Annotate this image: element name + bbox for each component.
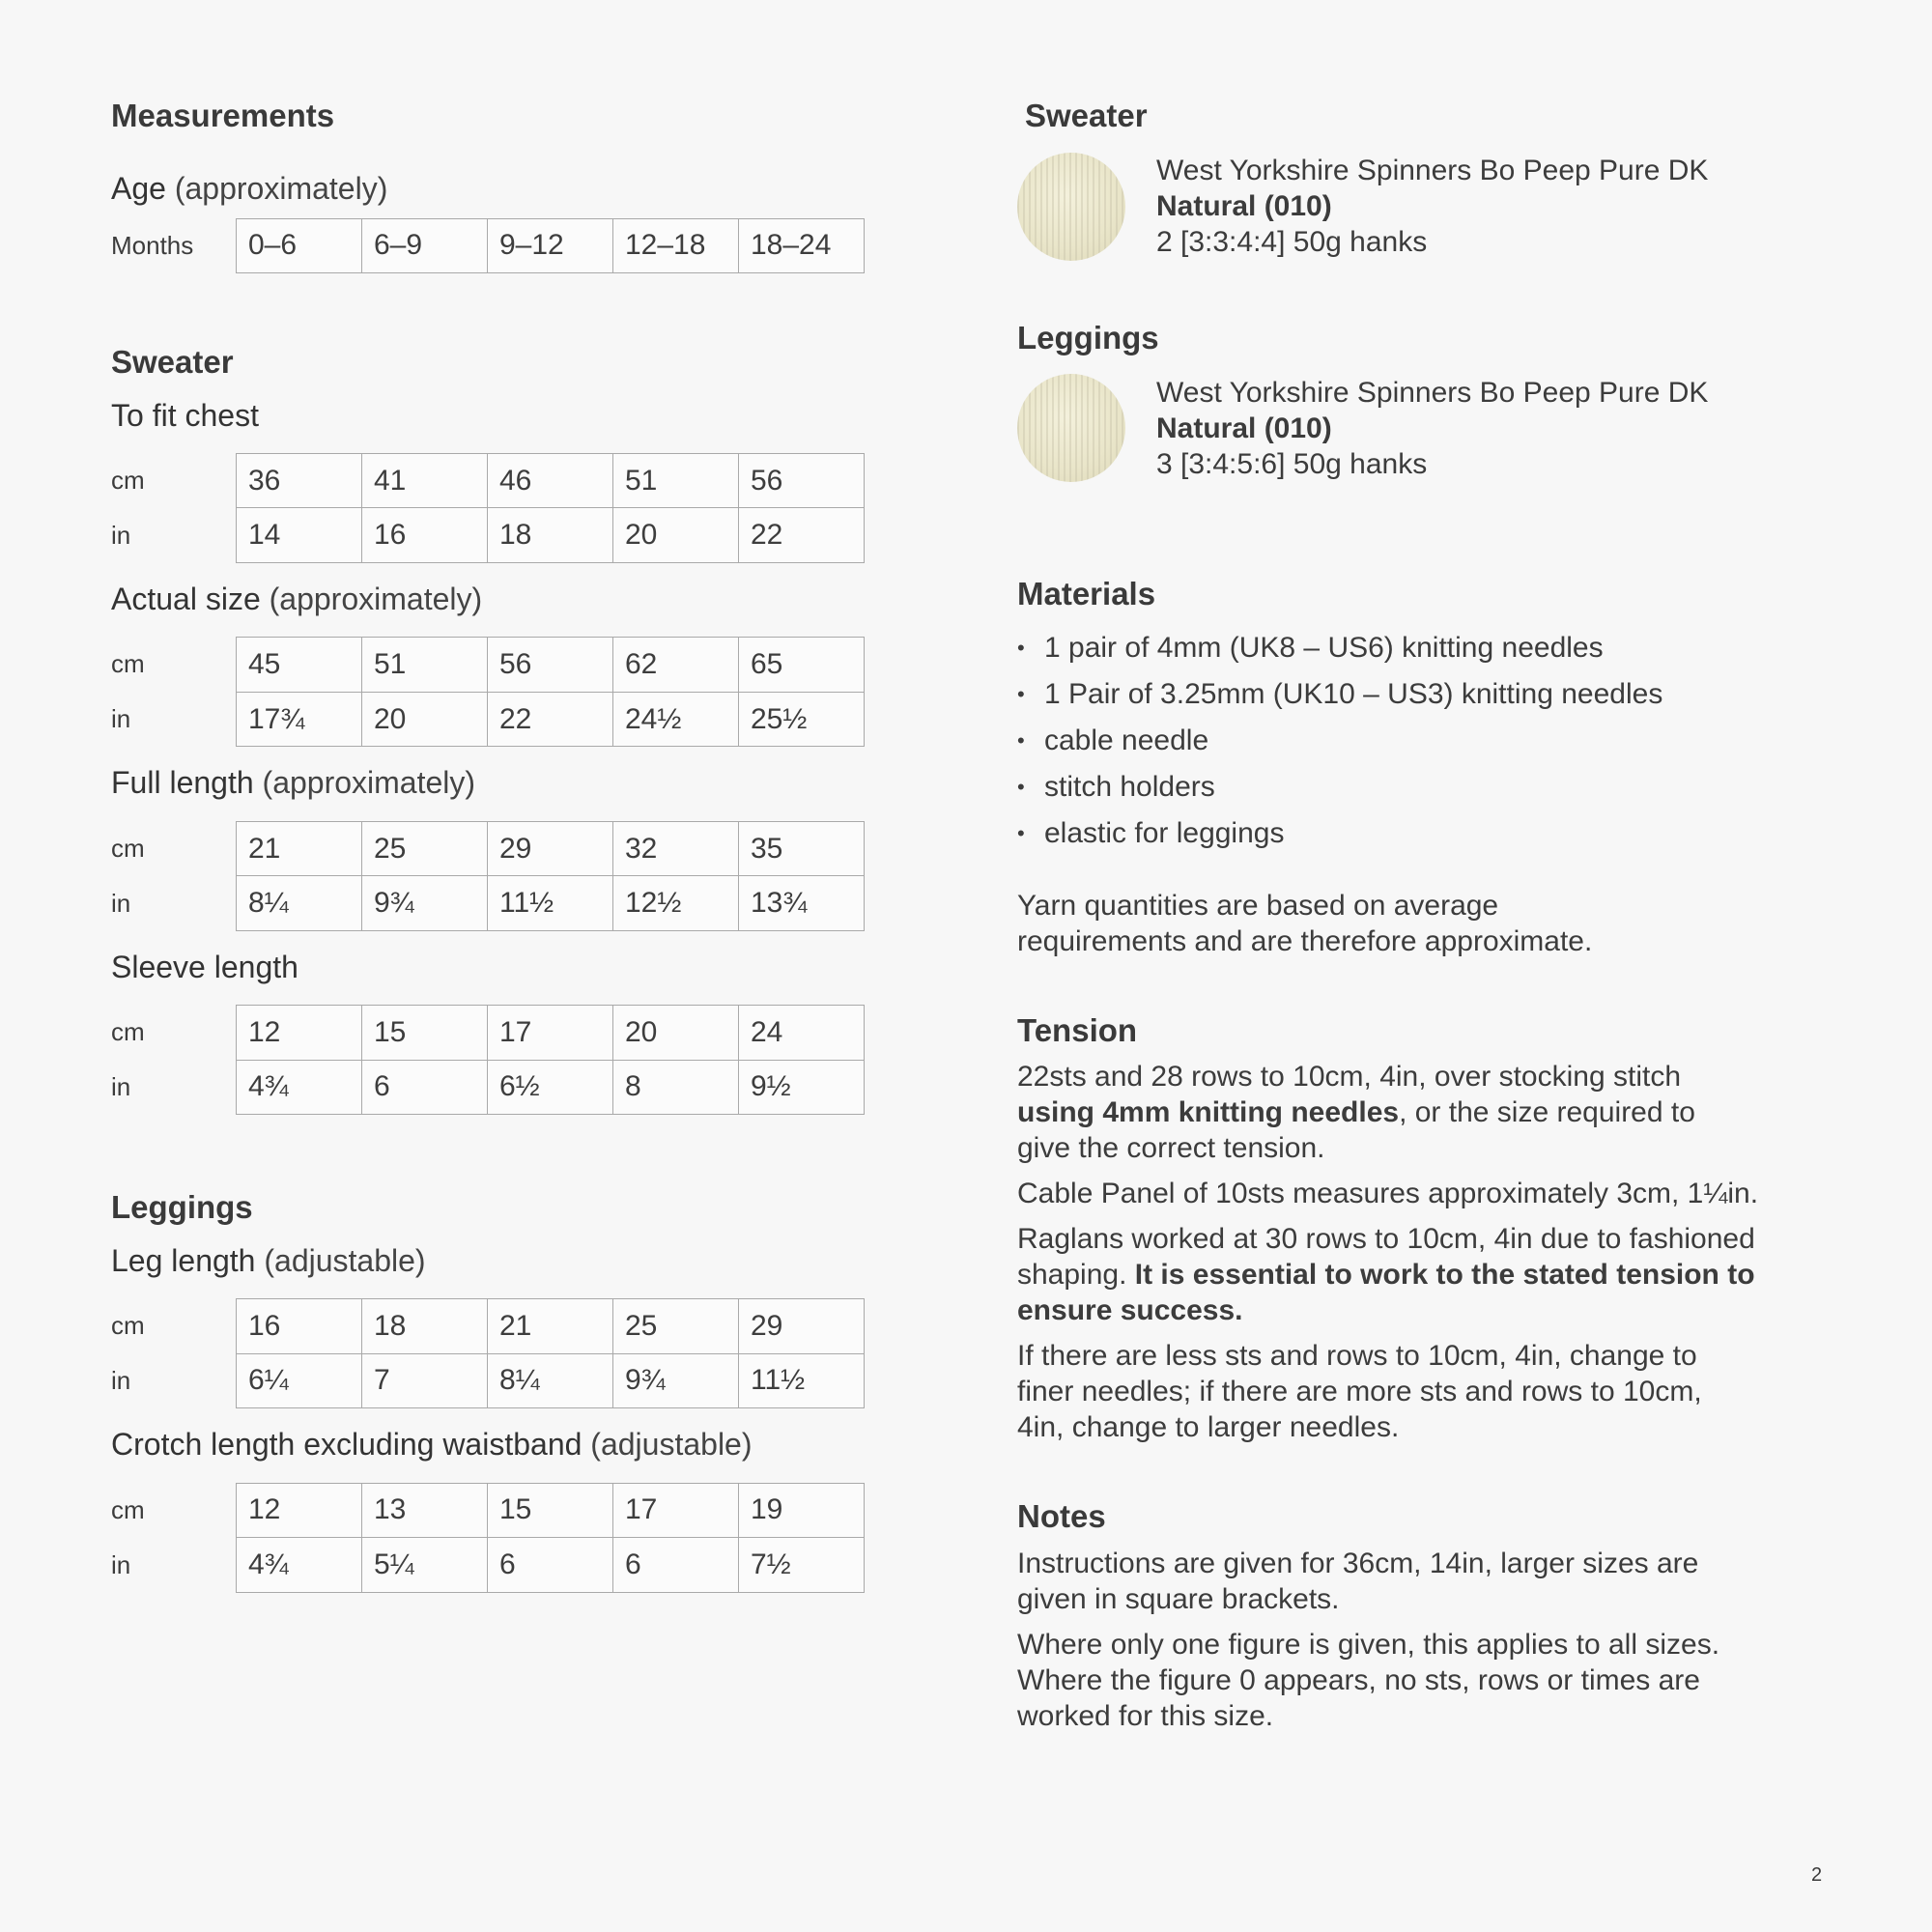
actual-size-title xyxy=(111,581,980,617)
table-cell: 51 xyxy=(362,638,488,693)
fit-chest-table xyxy=(111,453,980,563)
table-cell: 15 xyxy=(488,1483,613,1538)
table-cell: 8 xyxy=(613,1060,739,1115)
table-cell: 24½ xyxy=(613,692,739,747)
table-cell: 36 xyxy=(237,453,362,508)
table-cell: 11½ xyxy=(488,876,613,931)
leggings-yarn xyxy=(1017,374,1867,482)
yarn-quantity-note: Yarn quantities are based on average requirements and are therefore approximate. xyxy=(1017,889,1593,957)
table-cell: 13 xyxy=(362,1483,488,1538)
table-cell: 25½ xyxy=(739,692,865,747)
yarn-shade: Natural (010) xyxy=(1156,412,1332,444)
cm-label: cm xyxy=(111,833,145,863)
table-row xyxy=(237,876,865,931)
measurements-heading: Measurements xyxy=(111,98,335,133)
tension-paragraph-2: Cable Panel of 10sts measures approximately 3cm, 1¼in. xyxy=(1017,1178,1759,1210)
table-cell: 18 xyxy=(488,508,613,563)
full-length-table xyxy=(111,821,980,931)
list-item: • cable needle xyxy=(1017,718,1867,764)
list-item: • 1 Pair of 3.25mm (UK10 – US3) knitting needles xyxy=(1017,671,1867,718)
table-cell: 16 xyxy=(362,508,488,563)
actual-size-table xyxy=(111,637,980,747)
table-cell: 7 xyxy=(362,1353,488,1408)
notes-paragraph-1: Instructions are given for 36cm, 14in, larger sizes are given in square brackets. xyxy=(1017,1547,1699,1615)
actual-size-grid xyxy=(236,637,865,747)
page-number: 2 xyxy=(1811,1864,1823,1886)
table-cell: 19 xyxy=(739,1483,865,1538)
tension-paragraph-3: Raglans worked at 30 rows to 10cm, 4in due to fashioned shaping. It is essential to work to the stated tension to ensure success. xyxy=(1017,1223,1755,1327)
table-row xyxy=(237,1006,865,1061)
leg-length-title-paren: (adjustable) xyxy=(264,1242,426,1278)
tension-heading: Tension xyxy=(1017,1011,1138,1048)
cm-label: cm xyxy=(111,1494,145,1524)
age-title-text: Age xyxy=(111,170,166,206)
full-length-title-paren: (approximately) xyxy=(262,765,476,801)
table-cell: 5¼ xyxy=(362,1538,488,1593)
full-length-title xyxy=(111,764,980,801)
leg-length-grid xyxy=(236,1298,865,1408)
table-cell: 6 xyxy=(488,1538,613,1593)
materials-heading: Materials xyxy=(1017,576,1156,612)
measurements-column xyxy=(111,97,980,1593)
table-cell: 20 xyxy=(613,1006,739,1061)
crotch-length-table xyxy=(111,1483,980,1593)
yarn-quantity: 3 [3:4:5:6] 50g hanks xyxy=(1156,447,1428,480)
table-cell: 6–9 xyxy=(362,218,488,272)
table-row xyxy=(237,218,865,272)
table-cell: 8¼ xyxy=(488,1353,613,1408)
table-cell: 12½ xyxy=(613,876,739,931)
sweater-yarn xyxy=(1017,153,1867,261)
table-row xyxy=(237,638,865,693)
full-length-grid xyxy=(236,821,865,931)
table-cell: 9½ xyxy=(739,1060,865,1115)
table-cell: 6 xyxy=(613,1538,739,1593)
full-length-title-text: Full length xyxy=(111,765,254,801)
table-cell: 6¼ xyxy=(237,1353,362,1408)
yarn-quantity: 2 [3:3:4:4] 50g hanks xyxy=(1156,226,1428,259)
crotch-length-grid xyxy=(236,1483,865,1593)
sleeve-length-table xyxy=(111,1005,980,1115)
table-cell: 11½ xyxy=(739,1353,865,1408)
bullet-icon: • xyxy=(1017,820,1025,845)
table-row xyxy=(237,508,865,563)
leg-length-table xyxy=(111,1298,980,1408)
actual-size-title-text: Actual size xyxy=(111,581,261,616)
table-cell: 21 xyxy=(237,821,362,876)
yarn-name: West Yorkshire Spinners Bo Peep Pure DK xyxy=(1156,376,1709,409)
bullet-icon: • xyxy=(1017,727,1025,753)
table-cell: 45 xyxy=(237,638,362,693)
list-item: • stitch holders xyxy=(1017,764,1867,810)
table-row xyxy=(237,1299,865,1354)
table-row xyxy=(237,692,865,747)
table-cell: 18–24 xyxy=(739,218,865,272)
in-label: in xyxy=(111,1366,131,1396)
fit-chest-title-text: To fit chest xyxy=(111,397,259,433)
table-cell: 7½ xyxy=(739,1538,865,1593)
in-label: in xyxy=(111,888,131,918)
in-label: in xyxy=(111,1072,131,1102)
in-label: in xyxy=(111,704,131,734)
table-cell: 29 xyxy=(739,1299,865,1354)
notes-heading: Notes xyxy=(1017,1498,1106,1535)
yarn-swatch-image xyxy=(1017,153,1125,261)
crotch-length-title-text: Crotch length excluding waistband xyxy=(111,1427,582,1463)
in-label: in xyxy=(111,1549,131,1579)
in-label: in xyxy=(111,520,131,550)
age-table xyxy=(111,218,980,273)
sleeve-length-title xyxy=(111,949,980,985)
crotch-length-title-paren: (adjustable) xyxy=(590,1427,753,1463)
table-cell: 17 xyxy=(613,1483,739,1538)
table-cell: 56 xyxy=(739,453,865,508)
table-cell: 4¾ xyxy=(237,1538,362,1593)
table-cell: 15 xyxy=(362,1006,488,1061)
table-cell: 41 xyxy=(362,453,488,508)
age-title xyxy=(111,170,980,207)
materials-list xyxy=(1017,625,1867,857)
yarn-shade: Natural (010) xyxy=(1156,190,1332,223)
table-row xyxy=(237,453,865,508)
table-cell: 13¾ xyxy=(739,876,865,931)
leggings-measurements-heading: Leggings xyxy=(111,1189,253,1226)
sleeve-length-grid xyxy=(236,1005,865,1115)
table-cell: 51 xyxy=(613,453,739,508)
table-cell: 0–6 xyxy=(237,218,362,272)
sweater-measurements-heading: Sweater xyxy=(111,343,234,380)
cm-label: cm xyxy=(111,649,145,679)
table-cell: 20 xyxy=(613,508,739,563)
table-row xyxy=(237,1538,865,1593)
age-title-paren: (approximately) xyxy=(174,170,388,206)
table-cell: 12 xyxy=(237,1483,362,1538)
table-cell: 25 xyxy=(613,1299,739,1354)
actual-size-title-paren: (approximately) xyxy=(269,581,483,616)
tension-paragraph-4: If there are less sts and rows to 10cm, 4in, change to finer needles; if there are more sts and rows to 10cm, 4in, change to larger needles. xyxy=(1017,1340,1702,1444)
table-cell: 14 xyxy=(237,508,362,563)
sweater-yarn-heading: Sweater xyxy=(1025,98,1148,133)
table-cell: 21 xyxy=(488,1299,613,1354)
notes-paragraph-2: Where only one figure is given, this applies to all sizes. Where the figure 0 appears, no sts, rows or times are worked for this size. xyxy=(1017,1628,1720,1732)
table-cell: 4¾ xyxy=(237,1060,362,1115)
cm-label: cm xyxy=(111,1017,145,1047)
table-cell: 20 xyxy=(362,692,488,747)
leggings-yarn-heading: Leggings xyxy=(1017,319,1159,355)
table-cell: 12 xyxy=(237,1006,362,1061)
table-cell: 24 xyxy=(739,1006,865,1061)
table-cell: 22 xyxy=(488,692,613,747)
yarn-swatch-image xyxy=(1017,374,1125,482)
table-cell: 17 xyxy=(488,1006,613,1061)
crotch-length-title xyxy=(111,1426,980,1463)
table-row xyxy=(237,821,865,876)
yarn-name: West Yorkshire Spinners Bo Peep Pure DK xyxy=(1156,155,1709,187)
tension-paragraph-1: 22sts and 28 rows to 10cm, 4in, over stocking stitch using 4mm knitting needles, or the size required to give the correct tension. xyxy=(1017,1061,1695,1165)
sleeve-length-title-text: Sleeve length xyxy=(111,949,298,984)
table-cell: 18 xyxy=(362,1299,488,1354)
table-cell: 8¼ xyxy=(237,876,362,931)
table-cell: 12–18 xyxy=(613,218,739,272)
cm-label: cm xyxy=(111,465,145,495)
leg-length-title xyxy=(111,1242,980,1279)
table-cell: 29 xyxy=(488,821,613,876)
table-cell: 62 xyxy=(613,638,739,693)
table-cell: 22 xyxy=(739,508,865,563)
fit-chest-grid xyxy=(236,453,865,563)
table-cell: 6 xyxy=(362,1060,488,1115)
table-cell: 16 xyxy=(237,1299,362,1354)
table-row xyxy=(237,1353,865,1408)
table-cell: 9¾ xyxy=(362,876,488,931)
age-row-label: Months xyxy=(111,230,194,260)
table-cell: 46 xyxy=(488,453,613,508)
fit-chest-title xyxy=(111,397,980,434)
bullet-icon: • xyxy=(1017,774,1025,799)
table-cell: 65 xyxy=(739,638,865,693)
table-cell: 35 xyxy=(739,821,865,876)
table-cell: 9–12 xyxy=(488,218,613,272)
table-row xyxy=(237,1060,865,1115)
materials-column xyxy=(1017,97,1867,1734)
table-cell: 32 xyxy=(613,821,739,876)
list-item: • 1 pair of 4mm (UK8 – US6) knitting needles xyxy=(1017,625,1867,671)
table-cell: 56 xyxy=(488,638,613,693)
table-cell: 25 xyxy=(362,821,488,876)
table-cell: 17¾ xyxy=(237,692,362,747)
list-item: • elastic for leggings xyxy=(1017,810,1867,857)
table-row xyxy=(237,1483,865,1538)
cm-label: cm xyxy=(111,1311,145,1341)
bullet-icon: • xyxy=(1017,681,1025,706)
bullet-icon: • xyxy=(1017,635,1025,660)
table-cell: 9¾ xyxy=(613,1353,739,1408)
table-cell: 6½ xyxy=(488,1060,613,1115)
age-grid xyxy=(236,218,865,273)
leg-length-title-text: Leg length xyxy=(111,1242,256,1278)
